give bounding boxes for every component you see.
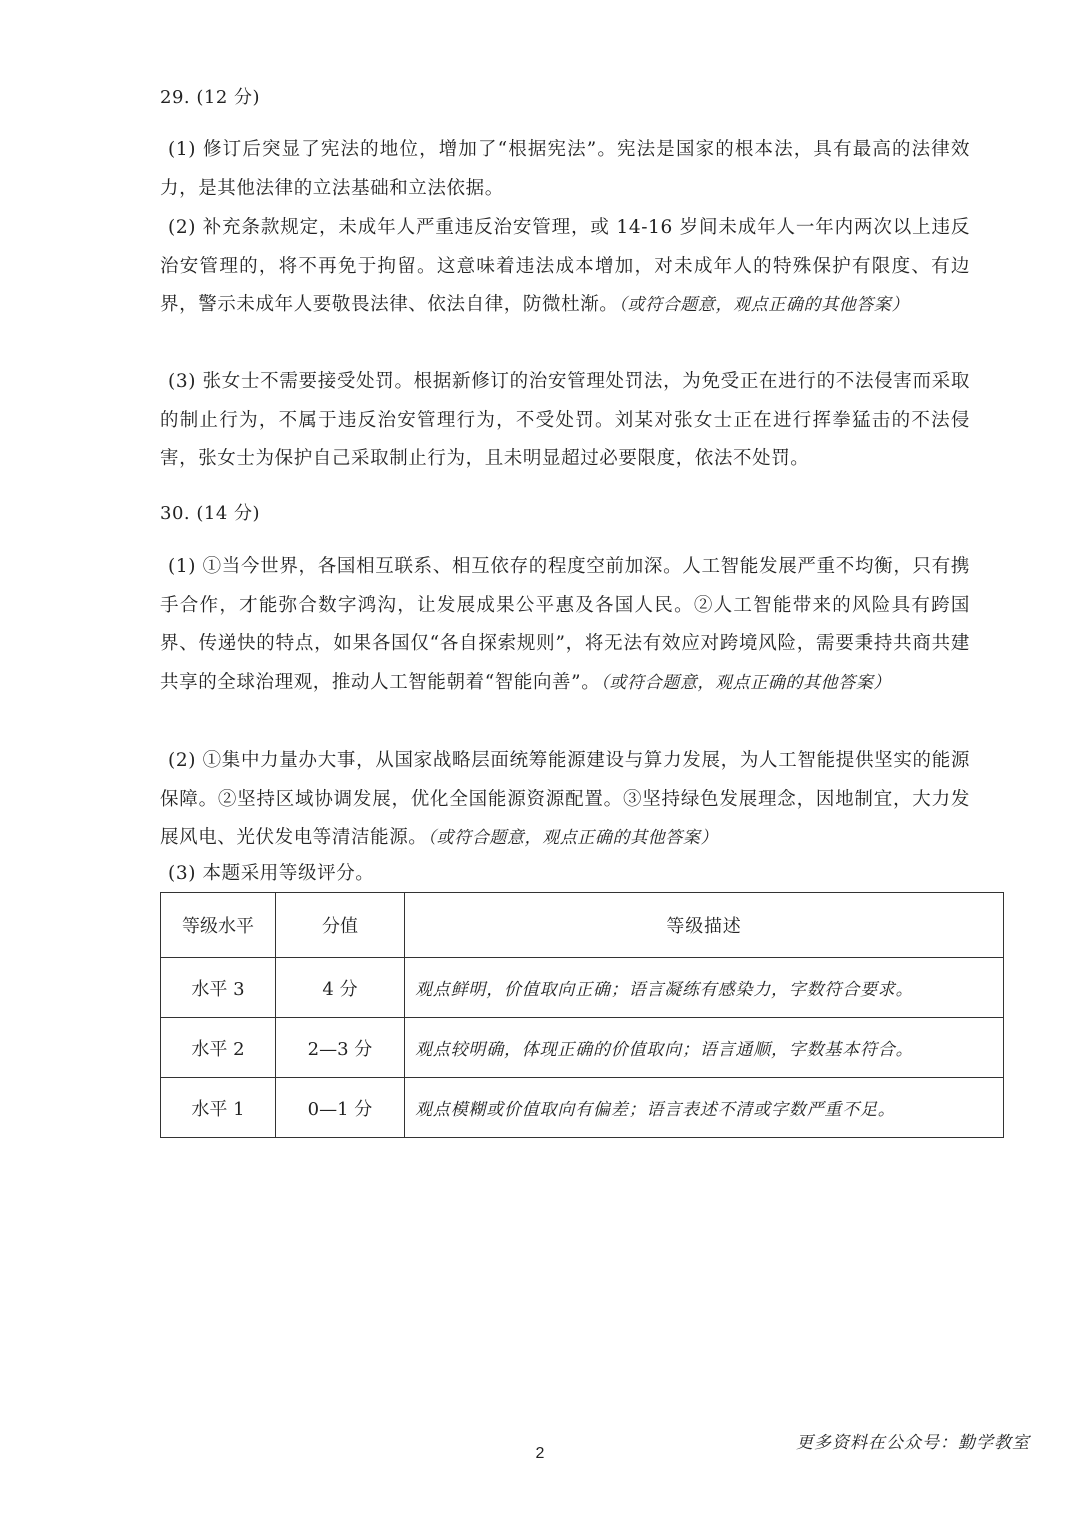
- table-row: [161, 958, 1004, 1018]
- q29-answer-3-text: 张女士不需要接受处罚。根据新修订的治安管理处罚法，为免受正在进行的不法侵害而采取的制止行为，不属于违反治安管理行为，不受处罚。刘某对张女士正在进行挥拳猛击的不法侵害，张女士为保护自己采取制止行为，且未明显超过必要限度，依法不处罚。: [160, 371, 970, 469]
- q29-answer-2-note: （或符合题意，观点正确的其他答案）: [618, 295, 910, 315]
- question-30-header: 30. (14 分): [160, 503, 261, 524]
- q30-answer-2-text: ①集中力量办大事，从国家战略层面统筹能源建设与算力发展，为人工智能提供坚实的能源保障。②坚持区域协调发展，优化全国能源资源配置。③坚持绿色发展理念，因地制宜，大力发展风电、光伏发电等清洁能源。: [160, 750, 970, 848]
- q30-answer-1-number: (1): [168, 556, 197, 577]
- q29-answer-2-number: (2): [168, 217, 197, 238]
- level-cell: 水平 3: [161, 958, 276, 1018]
- footer-note: 更多资料在公众号：勤学教室: [796, 1433, 1030, 1453]
- score-cell: 4 分: [276, 958, 405, 1018]
- q29-answer-1: [160, 131, 970, 208]
- q29-answer-1-number: (1): [168, 139, 197, 160]
- level-cell: 水平 1: [161, 1078, 276, 1138]
- table-row: [161, 1078, 1004, 1138]
- q29-answer-1-text: 修订后突显了宪法的地位，增加了“根据宪法”。宪法是国家的根本法，具有最高的法律效力，是其他法律的立法基础和立法依据。: [160, 139, 971, 199]
- q30-answer-2-number: (2): [168, 750, 197, 771]
- q30-answer-1-note: （或符合题意，观点正确的其他答案）: [600, 672, 892, 693]
- q29-answer-3-number: (3): [168, 371, 197, 392]
- q30-answer-3-number: (3): [168, 863, 197, 884]
- level-cell: 水平 2: [161, 1018, 276, 1078]
- score-cell: 0—1 分: [276, 1078, 405, 1138]
- grading-table: [160, 892, 1004, 1138]
- table-row: [161, 1018, 1004, 1078]
- description-cell: 观点较明确，体现正确的价值取向；语言通顺，字数基本符合。: [405, 1018, 1004, 1078]
- q30-answer-3-text: 本题采用等级评分。: [202, 863, 375, 884]
- q29-answer-2-text: 补充条款规定，未成年人严重违反治安管理，或 14-16 岁间未成年人一年内两次以上违反治安管理的，将不再免于拘留。这意味着违法成本增加，对未成年人的特殊保护有限度、有边界，警示未成年人要敬畏法律、依法自律，防微杜渐。: [160, 217, 970, 315]
- score-cell: 2—3 分: [276, 1018, 405, 1078]
- grading-table-header-row: [161, 893, 1004, 958]
- question-29-header: 29. (12 分): [160, 87, 261, 108]
- q29-answer-2: [160, 209, 970, 325]
- q30-answer-2-note: （或符合题意，观点正确的其他答案）: [427, 828, 719, 848]
- page-number: 2: [535, 1445, 545, 1462]
- q29-answer-3: [160, 363, 970, 479]
- header-description: 等级描述: [405, 893, 1004, 958]
- q30-answer-3: [160, 858, 970, 890]
- q30-answer-1-text: ①当今世界，各国相互联系、相互依存的程度空前加深。人工智能发展严重不均衡，只有携手合作，才能弥合数字鸿沟，让发展成果公平惠及各国人民。②人工智能带来的风险具有跨国界、传递快的特点，如果各国仅“各自探索规则”，将无法有效应对跨境风险，需要秉持共商共建共享的全球治理观，推动人工智能朝着“智能向善”。: [160, 556, 970, 693]
- header-score: 分值: [276, 893, 405, 958]
- q30-answer-1: [160, 548, 970, 702]
- description-cell: 观点鲜明，价值取向正确；语言凝练有感染力，字数符合要求。: [405, 958, 1004, 1018]
- header-level: 等级水平: [161, 893, 276, 958]
- description-cell: 观点模糊或价值取向有偏差；语言表述不清或字数严重不足。: [405, 1078, 1004, 1138]
- q30-answer-2: [160, 742, 970, 858]
